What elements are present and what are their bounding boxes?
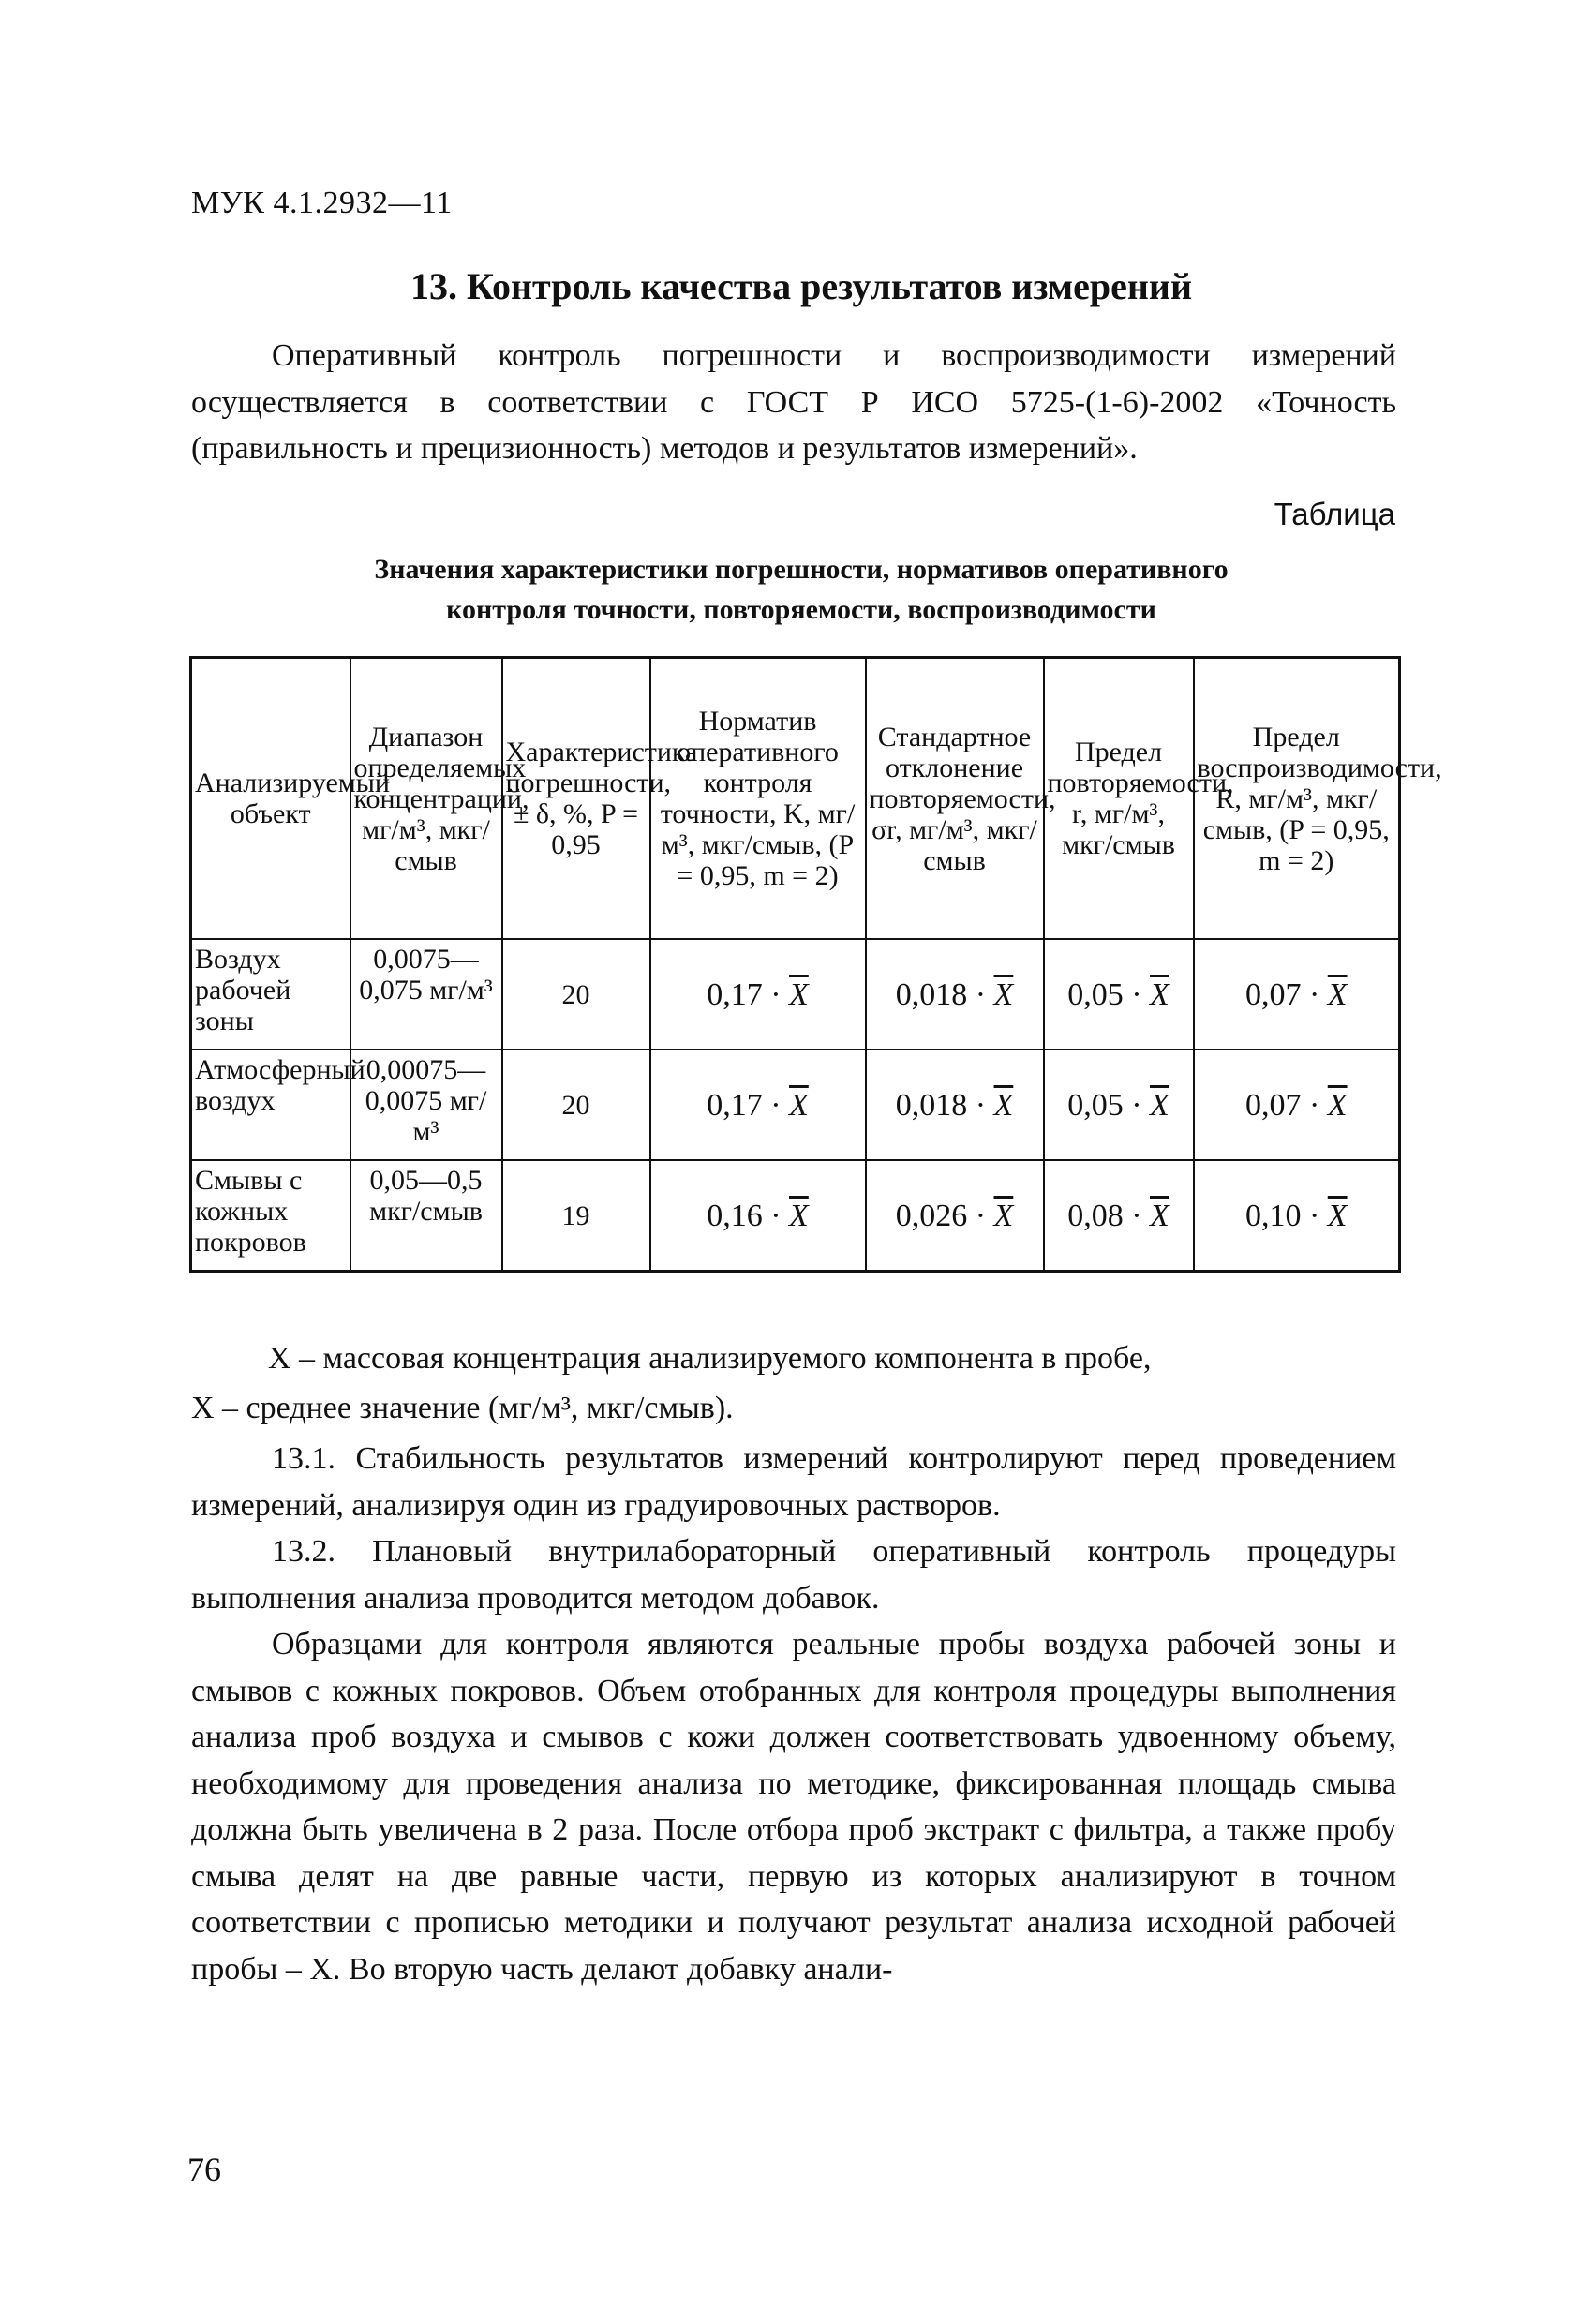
- cell-range: 0,0075—0,075 мг/м³: [350, 939, 502, 1050]
- legend-line-2: X – среднее значение (мг/м³, мкг/смыв).: [191, 1391, 734, 1425]
- paragraph-13-2: 13.2. Плановый внутрилабораторный оперативный контроль процедуры выполнения анализа проводится методом добавок.: [191, 1534, 1396, 1616]
- table-header-row: [191, 658, 1400, 940]
- cell-R: $0,07 \cdot \overline{X}$: [1194, 1050, 1400, 1160]
- intro-paragraph: Оперативный контроль погрешности и воспроизводимости измерений осуществляется в соответствии с ГОСТ Р ИСО 5725-(1-6)-2002 «Точность (правильность и прецизионность) методов и результатов измерений».: [191, 338, 1396, 466]
- header-range: Диапазон определяемых концентраций, мг/м³, мкг/смыв: [350, 658, 502, 940]
- table-row: [191, 939, 1400, 1050]
- cell-delta: 20: [502, 939, 650, 1050]
- section-title: 13. Контроль качества результатов измерений: [410, 265, 1192, 307]
- precision-table: [189, 656, 1442, 1273]
- header-R: Предел воспроизводимости, R, мг/м³, мкг/смыв, (P = 0,95, m = 2): [1194, 658, 1400, 940]
- cell-k: $0,17 \cdot \overline{X}$: [650, 939, 866, 1050]
- cell-range: 0,00075—0,0075 мг/м³: [350, 1050, 502, 1160]
- table-caption-line2: контроля точности, повторяемости, воспроизводимости: [446, 594, 1156, 625]
- table-caption: [216, 549, 1387, 630]
- table-caption-line1: Значения характеристики погрешности, нормативов оперативного: [374, 554, 1229, 585]
- cell-sigma: $0,026 \cdot \overline{X}$: [866, 1160, 1044, 1272]
- table-row: [191, 1160, 1400, 1272]
- paragraph-13-1: 13.1. Стабильность результатов измерений контролируют перед проведением измерений, анализируя один из градуировочных растворов.: [191, 1441, 1396, 1523]
- document-code: МУК 4.1.2932—11: [191, 186, 453, 220]
- cell-r: $0,05 \cdot \overline{X}$: [1044, 1050, 1194, 1160]
- header-k: Норматив оперативного контроля точности, K, мг/м³, мкг/смыв, (P = 0,95, m = 2): [650, 658, 866, 940]
- header-object: Анализируемый объект: [191, 658, 350, 940]
- cell-range: 0,05—0,5 мкг/смыв: [350, 1160, 502, 1272]
- legend-line-1: X – массовая концентрация анализируемого компонента в пробе,: [268, 1341, 1152, 1376]
- page-number: 76: [187, 2151, 221, 2188]
- table-row: [191, 1050, 1400, 1160]
- cell-object: Атмосферный воздух: [191, 1050, 350, 1160]
- cell-R: $0,10 \cdot \overline{X}$: [1194, 1160, 1400, 1272]
- paragraph-samples: Образцами для контроля являются реальные пробы воздуха рабочей зоны и смывов с кожных покровов. Объем отобранных для контроля процедуры выполнения анализа проб воздуха и смывов с кожи должен соответствовать удвоенному объему, необходимому для проведения анализа по методике, фиксированная площадь смыва должна быть увеличена в 2 раза. После отбора проб экстракт с фильтра, а также пробу смыва делят на две равные части, первую из которых анализируют в точном соответствии с прописью методики и получают результат анализа исходной рабочей пробы – X. Во вторую часть делают добавку анали-: [191, 1627, 1396, 1987]
- cell-object: Смывы с кожных покровов: [191, 1160, 350, 1272]
- cell-k: $0,17 \cdot \overline{X}$: [650, 1050, 866, 1160]
- cell-r: $0,05 \cdot \overline{X}$: [1044, 939, 1194, 1050]
- cell-k: $0,16 \cdot \overline{X}$: [650, 1160, 866, 1272]
- cell-r: $0,08 \cdot \overline{X}$: [1044, 1160, 1194, 1272]
- header-r: Предел повторяемости, r, мг/м³, мкг/смыв: [1044, 658, 1194, 940]
- cell-sigma: $0,018 \cdot \overline{X}$: [866, 1050, 1044, 1160]
- cell-sigma: $0,018 \cdot \overline{X}$: [866, 939, 1044, 1050]
- cell-object: Воздух рабочей зоны: [191, 939, 350, 1050]
- table-label: Таблица: [1274, 497, 1395, 531]
- header-sigma: Стандартное отклонение повторяемости, σr, мг/м³, мкг/смыв: [866, 658, 1044, 940]
- cell-R: $0,07 \cdot \overline{X}$: [1194, 939, 1400, 1050]
- cell-delta: 20: [502, 1050, 650, 1160]
- cell-delta: 19: [502, 1160, 650, 1272]
- header-delta: Характеристика погрешности, ± δ, %, P = 0,95: [502, 658, 650, 940]
